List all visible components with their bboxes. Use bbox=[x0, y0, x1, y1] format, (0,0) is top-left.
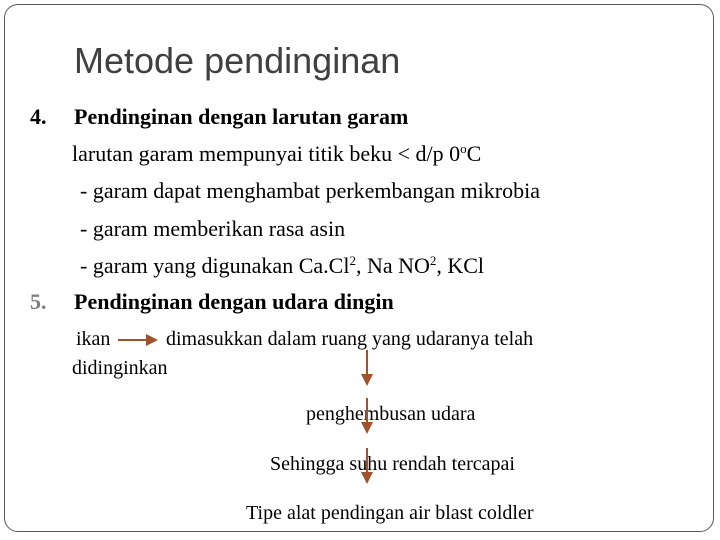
flow-step-blowing-air: penghembusan udara bbox=[306, 403, 476, 425]
item-5-heading: Pendinginan dengan udara dingin bbox=[74, 289, 394, 314]
flow-description: dimasukkan dalam ruang yang udaranya telah bbox=[166, 328, 534, 350]
item-4-bullet-salty: - garam memberikan rasa asin bbox=[80, 216, 346, 241]
item-4-freezing-point-text: larutan garam mempunyai titik beku < d/p 0$^o$C bbox=[72, 141, 482, 166]
item-5-number: 5. bbox=[30, 289, 47, 314]
flow-description-cont: didinginkan bbox=[72, 357, 168, 379]
slide-title: Metode pendinginan bbox=[74, 40, 401, 81]
flow-step-equipment-type: Tipe alat pendingan air blast coldler bbox=[246, 502, 534, 524]
flow-start-ikan: ikan bbox=[76, 328, 111, 350]
item-4-bullet-inhibit: - garam dapat menghambat perkembangan mikrobia bbox=[80, 178, 540, 203]
item-4-heading: Pendinginan dengan larutan garam bbox=[74, 104, 409, 129]
item-4-bullet-salts-used: - garam yang digunakan Ca.Cl$^2$, Na $NO^2$, KCl bbox=[80, 253, 485, 278]
flow-step-low-temperature: Sehingga suhu rendah tercapai bbox=[270, 453, 515, 475]
item-4-number: 4. bbox=[30, 104, 47, 129]
